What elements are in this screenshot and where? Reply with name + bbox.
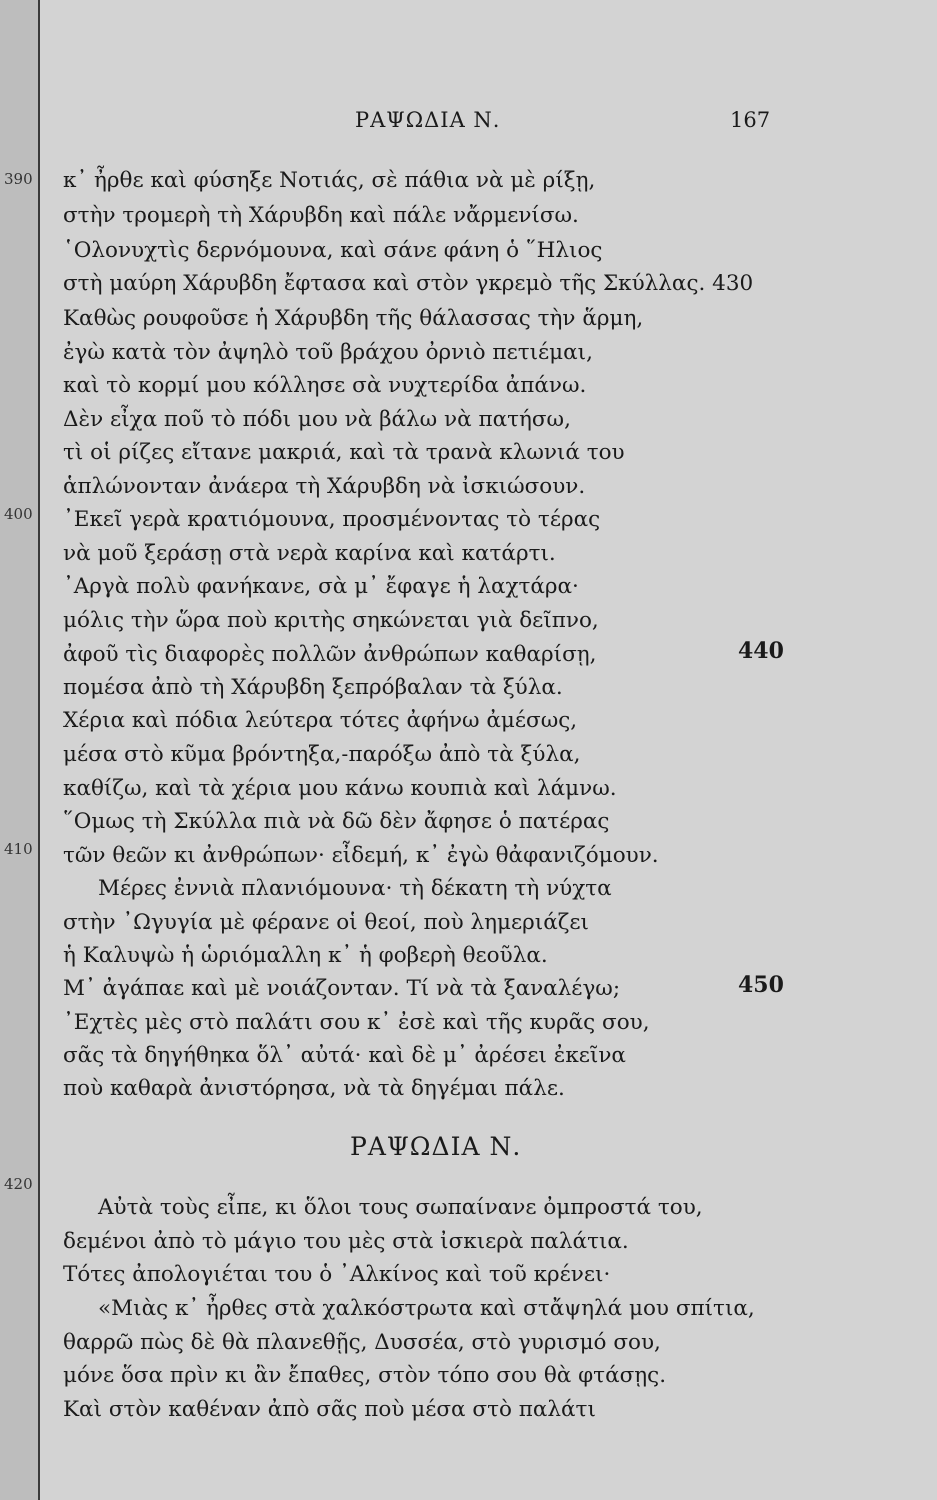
verse-line: «Μιὰς κ᾿ ἦρθες στὰ χαλκόστρωτα καὶ στἄψηλά μου σπίτια, <box>98 1296 755 1321</box>
margin-line-number: 400 <box>4 505 33 523</box>
verse-line: ποὺ καθαρὰ ἀνιστόρησα, νὰ τὰ δηγέμαι πάλε. <box>63 1076 565 1101</box>
verse-line: ἀφοῦ τὶς διαφορὲς πολλῶν ἀνθρώπων καθαρίσῃ, <box>63 642 597 667</box>
line-number: 450 <box>738 972 784 998</box>
margin-line-number: 410 <box>4 840 33 858</box>
previous-page-edge <box>0 0 40 1500</box>
verse-line: ᾿Εχτὲς μὲς στὸ παλάτι σου κ᾿ ἐσὲ καὶ τῆς κυρᾶς σου, <box>63 1010 650 1035</box>
verse-line: νὰ μοῦ ξεράσῃ στὰ νερὰ καρίνα καὶ κατάρτι. <box>63 541 556 566</box>
verse-line: ᾿Αργὰ πολὺ φανήκανε, σὰ μ᾿ ἔφαγε ἡ λαχτάρα· <box>63 574 579 599</box>
verse-line: Χέρια καὶ πόδια λεύτερα τότες ἀφήνω ἀμέσως, <box>63 708 578 733</box>
verse-line: Μέρες ἐννιὰ πλανιόμουνα· τὴ δέκατη τὴ νύχτα <box>98 876 612 901</box>
verse-line: μέσα στὸ κῦμα βρόντηξα,˗παρόξω ἀπὸ τὰ ξύλα, <box>63 742 581 767</box>
verse-line: ᾿Εκεῖ γερὰ κρατιόμουνα, προσμένοντας τὸ τέρας <box>63 507 601 532</box>
verse-line: ῞Ομως τὴ Σκύλλα πιὰ νὰ δῶ δὲν ἄφησε ὁ πατέρας <box>63 809 610 834</box>
verse-line: μόνε ὅσα πρὶν κι ἂν ἔπαθες, στὸν τόπο σου θὰ φτάσῃς. <box>63 1363 667 1388</box>
verse-line: ἡ Καλυψὼ ἡ ὡριόμαλλη κ᾿ ἡ φοβερὴ θεοῦλα. <box>63 943 548 968</box>
verse-line: τῶν θεῶν κι ἀνθρώπων· εἶδεμή, κ᾿ ἐγὼ θἀφανιζόμουν. <box>63 843 659 868</box>
line-number: 440 <box>738 638 784 664</box>
verse-line: καθίζω, καὶ τὰ χέρια μου κάνω κουπιὰ καὶ λάμνω. <box>63 776 617 801</box>
verse-line: θαρρῶ πὼς δὲ θὰ πλανεθῇς, Δυσσέα, στὸ γυρισμό σου, <box>63 1330 661 1355</box>
verse-line: Μ᾿ ἀγάπαε καὶ μὲ νοιάζονταν. Τί νὰ τὰ ξαναλέγω; <box>63 976 621 1001</box>
book-page <box>40 0 937 1500</box>
verse-line: δεμένοι ἀπὸ τὸ μάγιο του μὲς στὰ ἰσκιερὰ παλάτια. <box>63 1229 629 1254</box>
verse-line: ῾Ολονυχτὶς δερνόμουνα, καὶ σάνε φάνη ὁ ῞Ηλιος <box>63 238 603 263</box>
running-head: ΡΑΨΩΔΙΑ Ν. <box>355 108 501 132</box>
verse-line: στὴν ᾿Ωγυγία μὲ φέρανε οἱ θεοί, ποὺ λημεριάζει <box>63 910 589 935</box>
verse-line: Τότες ἀπολογιέται του ὁ ᾿Αλκίνος καὶ τοῦ κρένει· <box>63 1262 611 1287</box>
verse-line: ἁπλώνονταν ἀνάερα τὴ Χάρυβδη νὰ ἰσκιώσουν. <box>63 474 586 499</box>
verse-line: Καὶ στὸν καθέναν ἀπὸ σᾶς ποὺ μέσα στὸ παλάτι <box>63 1397 596 1422</box>
verse-line: πομέσα ἀπὸ τὴ Χάρυβδη ξεπρόβαλαν τὰ ξύλα. <box>63 675 563 700</box>
verse-line: Καθὼς ρουφοῦσε ἡ Χάρυβδη τῆς θάλασσας τὴν ἅρμη, <box>63 306 644 331</box>
section-title: ΡΑΨΩΔΙΑ Ν. <box>350 1132 522 1161</box>
verse-line: καὶ τὸ κορμί μου κόλλησε σὰ νυχτερίδα ἀπάνω. <box>63 373 587 398</box>
verse-line: Αὐτὰ τοὺς εἶπε, κι ὅλοι τους σωπαίνανε ὀμπροστά του, <box>98 1195 703 1220</box>
verse-line: στὴ μαύρη Χάρυβδη ἔφτασα καὶ στὸν γκρεμὸ τῆς Σκύλλας. 430 <box>63 271 754 296</box>
verse-line: στὴν τρομερὴ τὴ Χάρυβδη καὶ πάλε νἄρμενίσω. <box>63 203 579 228</box>
verse-line: τὶ οἱ ρίζες εἴτανε μακριά, καὶ τὰ τρανὰ κλωνιά του <box>63 440 625 465</box>
verse-line: Δὲν εἶχα ποῦ τὸ πόδι μου νὰ βάλω νὰ πατήσω, <box>63 407 571 432</box>
verse-line: σᾶς τὰ δηγήθηκα ὅλ᾿ αὐτά· καὶ δὲ μ᾿ ἀρέσει ἐκεῖνα <box>63 1043 626 1068</box>
verse-line: μόλις τὴν ὥρα ποὺ κριτὴς σηκώνεται γιὰ δεῖπνο, <box>63 608 599 633</box>
margin-line-number: 420 <box>4 1175 33 1193</box>
margin-line-number: 390 <box>4 170 33 188</box>
verse-line: ἐγὼ κατὰ τὸν ἀψηλὸ τοῦ βράχου ὀρνιὸ πετιέμαι, <box>63 340 593 365</box>
verse-line: κ᾿ ἦρθε καὶ φύσηξε Νοτιάς, σὲ πάθια νὰ μὲ ρίξῃ, <box>63 168 596 193</box>
page-number: 167 <box>730 108 771 132</box>
